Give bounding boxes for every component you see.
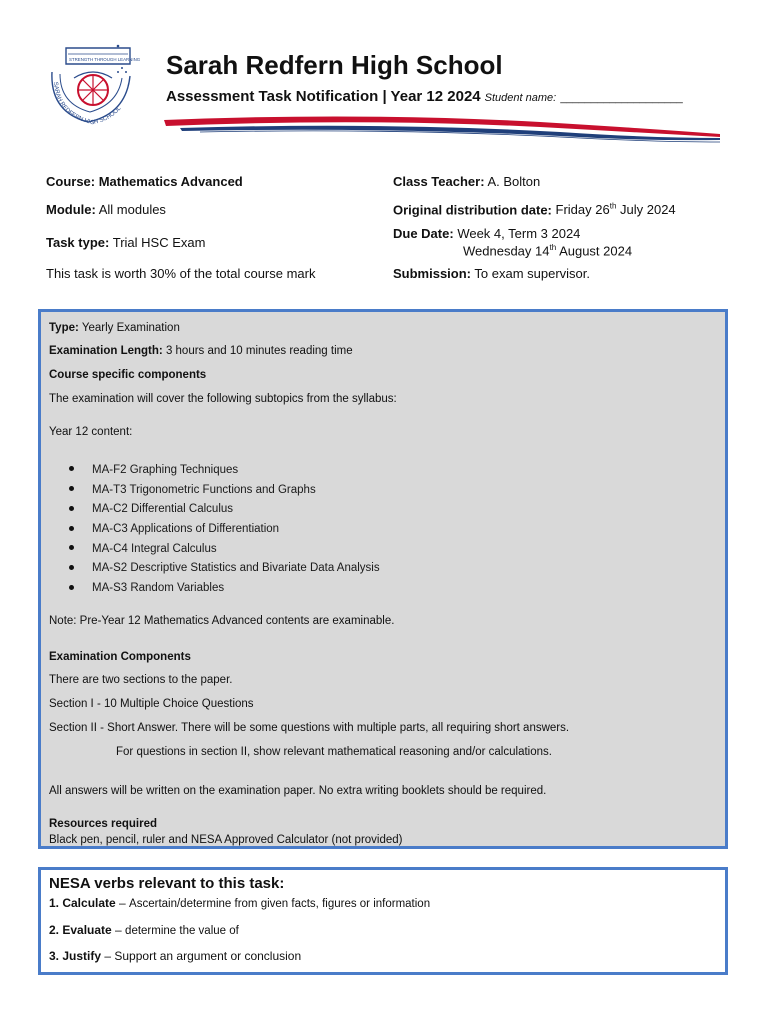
list-item: MA-F2 Graphing Techniques [69, 461, 380, 481]
assessment-subtitle [166, 88, 683, 105]
due-date-line [393, 226, 580, 241]
submission-line [393, 266, 590, 281]
list-item: MA-C2 Differential Calculus [69, 500, 380, 520]
nesa-verb-evaluate: 2. Evaluate – determine the value of [49, 923, 239, 937]
school-logo [38, 42, 148, 132]
student-name-field[interactable]: ____________________ [560, 92, 683, 104]
list-item: MA-C4 Integral Calculus [69, 540, 380, 560]
course-line [46, 174, 243, 189]
subtitle-text: Assessment Task Notification | Year 12 2024 [166, 88, 481, 105]
module-value: All modules [98, 202, 166, 217]
student-name-label: Student name: [484, 92, 557, 104]
school-name: Sarah Redfern High School [166, 50, 503, 80]
resources-value: Black pen, pencil, ruler and NESA Approved Calculator (not provided) [49, 834, 403, 846]
nesa-verb-calculate: 1. Calculate – Ascertain/determine from given facts, figures or information [49, 896, 431, 910]
exam-length-line: Examination Length: 3 hours and 10 minutes reading time [49, 345, 353, 357]
due-date-line2: Wednesday 14th August 2024 [463, 243, 633, 259]
resources-heading: Resources required [49, 818, 158, 830]
teacher-value: A. Bolton [487, 174, 541, 189]
course-label: Course: Mathematics Advanced [46, 174, 243, 189]
list-item: MA-S3 Random Variables [69, 579, 380, 599]
list-item: MA-C3 Applications of Differentiation [69, 520, 380, 540]
nesa-verbs-box [38, 867, 728, 975]
task-worth: This task is worth 30% of the total course mark [46, 266, 316, 281]
answers-note: All answers will be written on the examination paper. No extra writing booklets should be required. [49, 785, 547, 797]
task-type-line [46, 235, 205, 250]
logo-motto-text: STRENGTH THROUGH LEARNING [69, 57, 141, 62]
section-2-note: For questions in section II, show relevant mathematical reasoning and/or calculations. [116, 746, 552, 758]
list-item: MA-S2 Descriptive Statistics and Bivariate Data Analysis [69, 559, 380, 579]
distribution-value: Friday 26th July 2024 [555, 202, 676, 218]
submission-label: Submission: [393, 266, 472, 281]
logo-ring-text: SARAH REDFERN HIGH SCHOOL [51, 81, 123, 127]
syllabus-intro: The examination will cover the following subtopics from the syllabus: [49, 393, 397, 405]
due-date-line1: Week 4, Term 3 2024 [457, 226, 581, 241]
exam-type-line: Type: Yearly Examination [49, 322, 180, 334]
task-type-label: Task type: [46, 235, 110, 250]
teacher-line [393, 174, 540, 189]
sections-intro: There are two sections to the paper. [49, 674, 233, 686]
module-line [46, 202, 166, 217]
list-item: MA-T3 Trigonometric Functions and Graphs [69, 481, 380, 501]
section-1: Section I - 10 Multiple Choice Questions [49, 698, 254, 710]
components-heading: Course specific components [49, 369, 207, 381]
nesa-title: NESA verbs relevant to this task: [49, 875, 285, 892]
task-type-value: Trial HSC Exam [112, 235, 206, 250]
section-2: Section II - Short Answer. There will be some questions with multiple parts, all requiring short answers. [49, 722, 570, 734]
submission-value: To exam supervisor. [474, 266, 591, 281]
module-label: Module: [46, 202, 96, 217]
nesa-verb-justify: 3. Justify – Support an argument or conclusion [49, 949, 302, 963]
distribution-label: Original distribution date: [393, 202, 552, 218]
topics-list [69, 461, 380, 599]
exam-components-heading: Examination Components [49, 651, 191, 663]
header-swoosh [160, 108, 722, 144]
teacher-label: Class Teacher: [393, 174, 485, 189]
due-date-label: Due Date: [393, 226, 454, 241]
exam-details-box [38, 309, 728, 849]
year12-content-label: Year 12 content: [49, 426, 133, 438]
pre-year12-note: Note: Pre-Year 12 Mathematics Advanced contents are examinable. [49, 615, 395, 627]
distribution-line [393, 202, 676, 217]
